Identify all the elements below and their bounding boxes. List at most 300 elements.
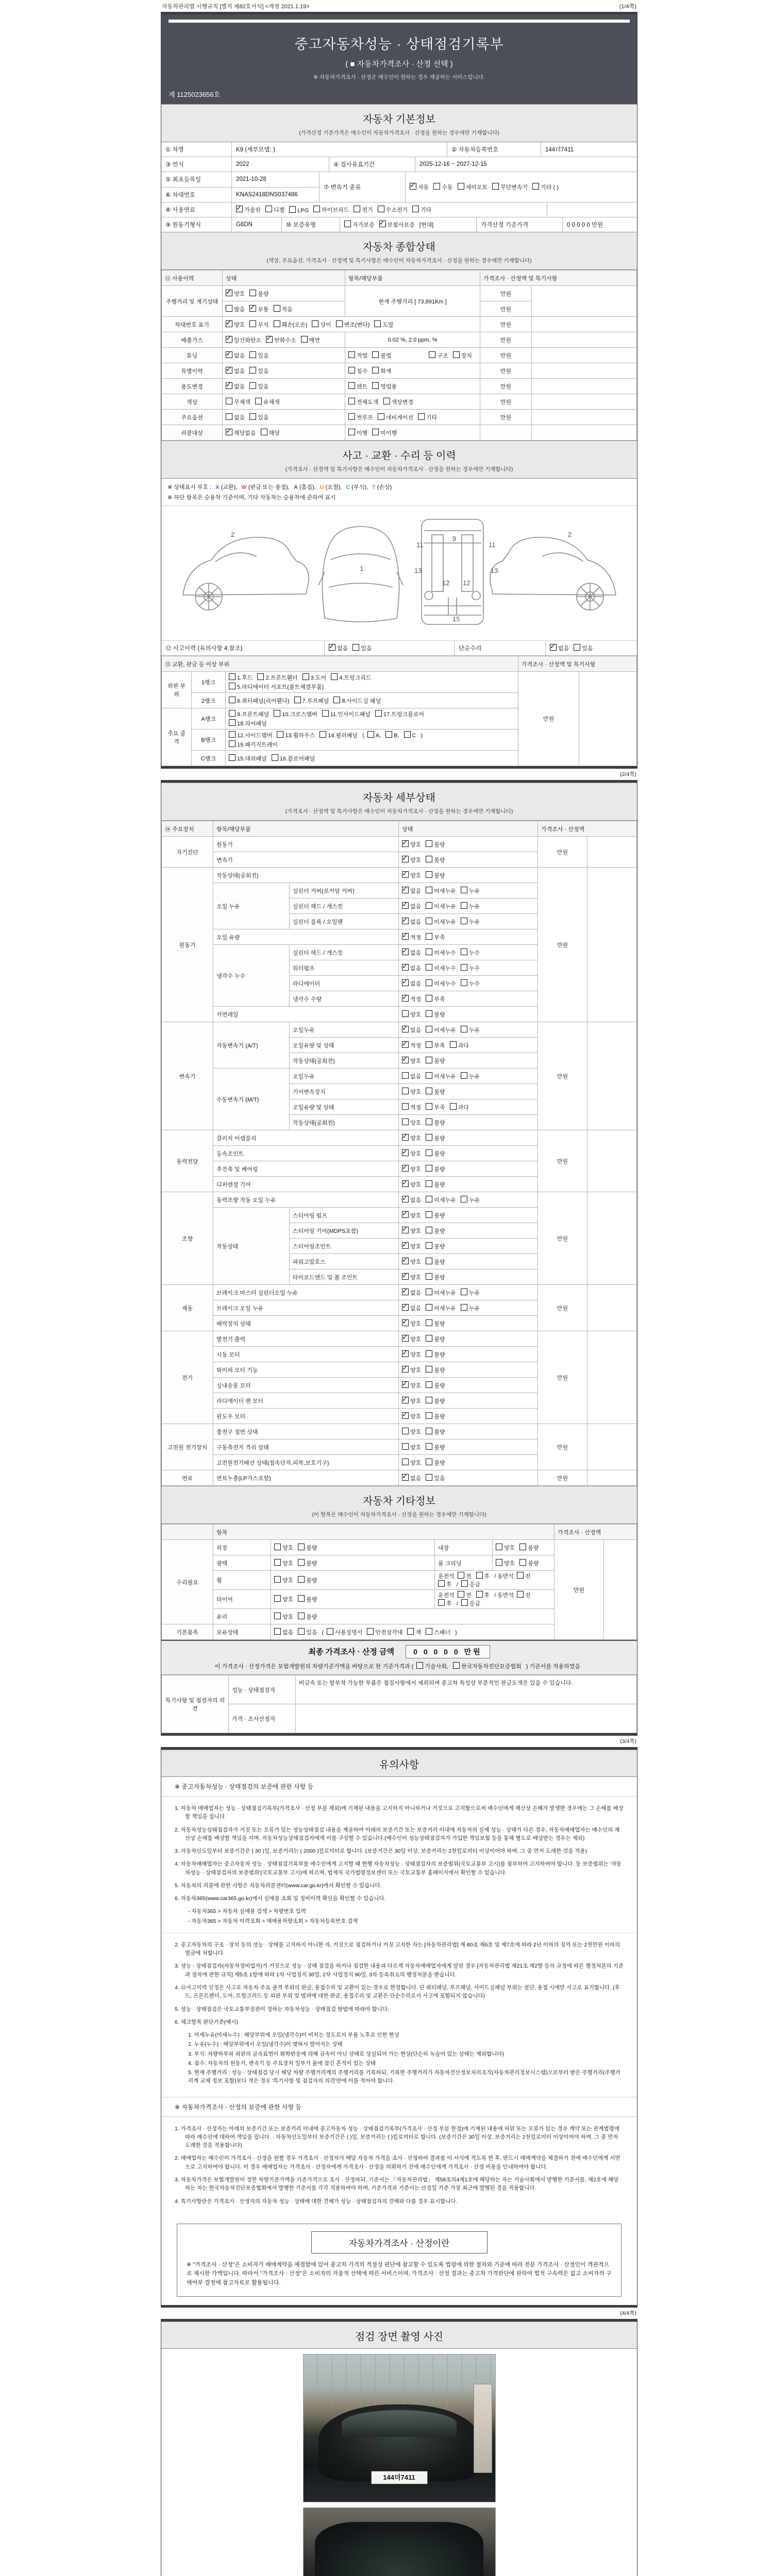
checkbox[interactable] [372, 429, 379, 435]
checkbox[interactable] [426, 1289, 432, 1295]
checkbox[interactable] [426, 1227, 432, 1233]
checkbox[interactable] [226, 398, 232, 404]
checkbox[interactable] [274, 1544, 281, 1550]
check-option: 불법 [372, 351, 391, 360]
document-topline [161, 0, 637, 12]
document-subtitle: ( ■ 자동차가격조사 · 산정 선택 ) [345, 60, 453, 69]
checkbox[interactable] [402, 1242, 409, 1249]
checkbox[interactable] [229, 731, 236, 738]
checkbox[interactable] [289, 206, 296, 213]
checkbox[interactable] [426, 1134, 432, 1141]
checkbox[interactable] [265, 206, 272, 212]
check-option: ✓ 없음 [402, 1196, 421, 1204]
checkbox[interactable] [372, 351, 379, 358]
checkbox[interactable] [402, 856, 409, 862]
checkbox[interactable] [426, 887, 432, 893]
state-code: W [241, 484, 247, 490]
checkbox[interactable] [458, 183, 464, 190]
checkbox[interactable] [226, 351, 232, 358]
checkbox[interactable] [274, 1559, 281, 1566]
checkbox[interactable] [402, 1227, 409, 1233]
checkbox[interactable] [410, 183, 416, 190]
checkbox[interactable] [402, 840, 409, 847]
checkbox[interactable] [402, 1319, 409, 1326]
checkbox[interactable] [519, 1559, 526, 1566]
checkbox[interactable] [313, 206, 320, 212]
checkbox[interactable] [433, 183, 440, 190]
checkbox[interactable] [532, 183, 539, 190]
checkbox[interactable] [426, 1211, 432, 1218]
checkbox[interactable] [272, 754, 278, 761]
checkbox[interactable] [372, 367, 379, 374]
overall-title: 자동차 종합상태 [363, 242, 435, 253]
checkbox[interactable] [266, 336, 273, 343]
inline-label: 운전석 [438, 1592, 455, 1599]
checkbox[interactable] [402, 1165, 409, 1172]
checkbox[interactable] [226, 336, 232, 343]
checkbox[interactable] [226, 429, 232, 435]
checkbox[interactable] [426, 918, 432, 924]
checkbox[interactable] [426, 1335, 432, 1342]
checkbox[interactable] [450, 1103, 457, 1110]
table-row: 변속기 자동변속기 (A/T) 오일누유 ✓ 없음 미세누유 누유 만원 [162, 1022, 637, 1038]
checkbox[interactable] [298, 1559, 305, 1566]
check-option: ✓ 양호 [402, 1258, 421, 1266]
checkbox[interactable] [426, 1412, 432, 1419]
checkbox[interactable] [249, 320, 256, 327]
checkbox[interactable] [402, 933, 409, 940]
table-row: 전기 발전기 출력 ✓ 양호 불량 만원 [162, 1331, 637, 1347]
table-row: 2랭크 6.쿼터패널(리어휀다) 7.루프패널 8.사이드실 패널 [162, 693, 637, 708]
checkbox[interactable] [257, 673, 264, 680]
table-row: 배력장치 상태 ✓ 양호 불량 [162, 1316, 637, 1331]
check-option: 불량 [426, 1428, 445, 1436]
checkbox[interactable] [327, 1628, 333, 1635]
col-header: 항목/해당부품 [345, 270, 480, 286]
checkbox[interactable] [426, 964, 432, 971]
checkbox[interactable] [374, 320, 381, 327]
check-option: 불량 [426, 1010, 445, 1019]
checkbox[interactable] [226, 290, 232, 296]
checkbox[interactable] [402, 1304, 409, 1311]
checkbox[interactable] [461, 1026, 467, 1032]
checkbox[interactable] [331, 673, 338, 680]
checkbox[interactable] [461, 1599, 468, 1606]
checkbox[interactable] [461, 1580, 468, 1587]
check-option: 누수 [461, 964, 480, 972]
checkbox[interactable] [274, 1628, 281, 1635]
checkbox[interactable] [274, 1613, 281, 1619]
checkbox[interactable] [426, 1628, 432, 1635]
check-option: 부족 [426, 1041, 445, 1049]
table-row: 실린더 헤드 / 개스킷 ✓ 없음 미세누유 누유 [162, 899, 637, 914]
checkbox[interactable] [402, 1289, 409, 1295]
checkbox[interactable] [461, 1304, 467, 1311]
checkbox[interactable] [402, 1088, 409, 1094]
checkbox[interactable] [402, 964, 409, 971]
checkbox[interactable] [402, 979, 409, 986]
checkbox[interactable] [229, 740, 236, 747]
checkbox[interactable] [402, 902, 409, 909]
checkbox[interactable] [426, 1258, 432, 1264]
table-row: 제동 브레이크 마스터 실린더오일 누유 ✓ 없음 미세누유 누유 만원 [162, 1285, 637, 1300]
checkbox[interactable] [274, 320, 280, 327]
checkbox[interactable] [438, 1599, 445, 1606]
checkbox[interactable] [402, 1273, 409, 1280]
checkbox[interactable] [517, 1572, 524, 1579]
checkbox[interactable] [226, 320, 232, 327]
table-row: 튜닝 ✓ 없음 있음 적법 불법 구조 장치 만원 [162, 348, 637, 363]
checkbox[interactable] [426, 1381, 432, 1388]
checkbox[interactable] [461, 1072, 467, 1079]
checkbox[interactable] [348, 429, 355, 435]
checkbox[interactable] [367, 1628, 374, 1635]
final-price-note [166, 1662, 632, 1670]
checkbox[interactable] [379, 221, 386, 227]
info-box-text: ※ "가격조사 · 산정"은 소비자가 매매계약을 체결함에 있어 중고차 가격의 적절성 판단에 참고할 수 있도록 법령에 의한 절차와 기준에 따라 전문 가격조사 · 산정인이 객관적으로 제시한 가액입니다. 따라서 "가격조사 · 산정"은 소비자의 자율적 선택에 따른 서비스이며, 가격조사 · 산정 결과는 중고차 가격판단에 관하여 법적 구속력은 없고 소비자의 구매여부 결정에 참고자료로 활용됩니다. [187, 2261, 612, 2286]
check-option: 전 [458, 1591, 472, 1599]
checkbox[interactable] [298, 1595, 305, 1602]
checkbox[interactable] [229, 710, 236, 717]
checkbox[interactable] [402, 1211, 409, 1218]
accident-title: 사고 · 교환 · 수리 등 이력 [342, 450, 456, 462]
checkbox[interactable] [458, 1572, 464, 1579]
check-option: 11.인사이드패널 [322, 710, 371, 718]
checkbox[interactable] [404, 731, 411, 738]
checkbox[interactable] [426, 1366, 432, 1372]
checkbox[interactable] [249, 351, 256, 358]
checkbox[interactable] [426, 840, 432, 847]
checkbox[interactable] [453, 351, 460, 358]
checkbox[interactable] [402, 1196, 409, 1202]
checkbox[interactable] [274, 1595, 281, 1602]
checkbox[interactable] [426, 933, 432, 940]
check-option: 과다 [450, 1041, 469, 1049]
check-option: ✓ 양호 [402, 1134, 421, 1142]
table-row: 구동축전지 격리 상태 양호 불량 [162, 1439, 637, 1455]
checkbox[interactable] [402, 1010, 409, 1017]
inline-label: / 동반석 [494, 1573, 514, 1580]
checkbox[interactable] [378, 413, 384, 420]
checkbox[interactable] [402, 1474, 409, 1481]
check-option: 있음 [249, 351, 268, 360]
checkbox[interactable] [274, 1576, 281, 1583]
checkbox[interactable] [517, 1591, 524, 1598]
table-row: 수리필요 외장 양호 불량 내장 양호 불량 만원 [162, 1540, 637, 1555]
checkbox[interactable] [426, 1459, 432, 1465]
check-option: ✓ 양호 [402, 1319, 421, 1328]
notice-item: 4. 자동차매매업자는 중고자동차 성능 · 상태점검기록부를 매수인에게 고지할 때 현행 자동차성능 · 상태점검자의 보증범위(국토교통부 고시)를 첨부하여 고지하여야 합니다. 동 보증범위는 '자동차성능 · 상태점검자의 보증범위'(국토교통부 고시)에 따르며, 법제처 국가법령정보센터 또는 국토교통부 홈페이지에서 확인할 수 있습니다. [175, 1861, 622, 1876]
checkbox[interactable] [402, 1381, 409, 1388]
opinion-table [161, 1675, 637, 1733]
check-option: 기타 ( ) [532, 183, 559, 191]
checkbox[interactable] [458, 1591, 464, 1598]
check-option: 양호 [402, 1459, 421, 1467]
checkbox[interactable] [453, 1662, 460, 1669]
checkbox[interactable] [402, 1118, 409, 1125]
check-option: 미세누유 [426, 1289, 456, 1297]
checkbox[interactable] [226, 413, 232, 420]
vehicle-diagram [161, 506, 637, 641]
checkbox[interactable] [226, 382, 232, 389]
checkbox[interactable] [426, 1273, 432, 1280]
check-option: 미세누수 [426, 948, 456, 957]
checkbox[interactable] [426, 1196, 432, 1202]
checkbox[interactable] [354, 206, 360, 212]
checkbox[interactable] [402, 1180, 409, 1187]
checkbox[interactable] [320, 731, 326, 738]
checkbox[interactable] [249, 367, 256, 374]
etc-table: 항목 가격조사 · 산정액 수리필요 외장 양호 불량 내장 양호 불량 만원 광택 양호 불량 룸 크리닝 양호 불량 휠 양호 불량 운전석 전 후 / 동반석 전후 / 응급 타이어 양호 불량 운전석 전 후 / 동반석 전후 / 응급 유리 양호 불량 기본품목 보유상태 없음 있음 ( 사용설명서 안전삼각대 잭 스패너 ) [161, 1524, 637, 1640]
checkbox[interactable] [461, 1289, 467, 1295]
checkbox[interactable] [426, 871, 432, 878]
checkbox[interactable] [426, 1118, 432, 1125]
checkbox[interactable] [461, 887, 467, 893]
checkbox[interactable] [229, 719, 236, 726]
checkbox[interactable] [407, 1628, 414, 1635]
check-option: 불량 [298, 1544, 317, 1552]
diagram-part-number: 2 [567, 531, 572, 538]
checkbox[interactable] [426, 1350, 432, 1357]
state-code: X [215, 484, 220, 490]
checkbox[interactable] [274, 710, 280, 717]
checkbox[interactable] [426, 1057, 432, 1063]
check-option: 17.트렁크플로어 [375, 710, 424, 718]
checkbox[interactable] [322, 710, 329, 717]
checkbox[interactable] [348, 413, 355, 420]
checkbox[interactable] [496, 1559, 502, 1566]
checkbox[interactable] [229, 754, 236, 761]
checkbox[interactable] [438, 1580, 445, 1587]
checkbox[interactable] [229, 697, 236, 703]
checkbox[interactable] [426, 1397, 432, 1403]
checkbox[interactable] [336, 320, 343, 327]
check-option: 있음 [352, 644, 372, 652]
checkbox[interactable] [229, 673, 236, 680]
check-option: 불량 [426, 1335, 445, 1343]
checkbox[interactable] [426, 1026, 432, 1032]
checkbox[interactable] [277, 731, 283, 738]
checkbox[interactable] [402, 1366, 409, 1372]
check-option: 양호 [274, 1559, 293, 1567]
checkbox[interactable] [375, 710, 382, 717]
car-rear-body [315, 2522, 483, 2576]
checkbox[interactable] [402, 1026, 409, 1032]
checkbox[interactable] [426, 902, 432, 909]
checkbox[interactable] [492, 183, 499, 190]
checkbox[interactable] [229, 683, 236, 689]
checkbox[interactable] [255, 398, 262, 404]
checkbox[interactable] [352, 644, 359, 651]
checkbox[interactable] [402, 1459, 409, 1465]
checkbox[interactable] [298, 1576, 305, 1583]
checkbox[interactable] [426, 1319, 432, 1326]
check-option: 불량 [426, 1273, 445, 1281]
checkbox[interactable] [426, 1165, 432, 1172]
checkbox[interactable] [298, 1628, 305, 1635]
checkbox[interactable] [402, 1412, 409, 1419]
page-marker-4: (4/4쪽) [620, 2310, 636, 2316]
checkbox[interactable] [426, 979, 432, 986]
table-row: 조향 동력조향 작동 오일 누유 ✓ 없음 미세누유 누유 만원 [162, 1192, 637, 1208]
checkbox[interactable] [426, 1428, 432, 1434]
checkbox[interactable] [303, 673, 309, 680]
checkbox[interactable] [348, 351, 355, 358]
checkbox[interactable] [372, 382, 379, 389]
checkbox[interactable] [461, 1196, 467, 1202]
check-option: ✓ 없음 [226, 367, 245, 375]
table-row: 추진축 및 베어링 ✓ 양호 불량 [162, 1161, 637, 1177]
checkbox[interactable] [312, 320, 318, 327]
checkbox[interactable] [426, 1088, 432, 1094]
checkbox[interactable] [418, 413, 425, 420]
checkbox[interactable] [476, 1572, 483, 1579]
check-option: 9.프론트패널 [229, 710, 269, 718]
checkbox[interactable] [261, 429, 267, 435]
checkbox[interactable] [519, 1544, 526, 1550]
check-option: 불량 [426, 1057, 445, 1065]
check-option: 화재 [372, 367, 391, 375]
checkbox[interactable] [402, 948, 409, 955]
car-windshield [342, 2410, 457, 2436]
checkbox[interactable] [574, 644, 580, 651]
checkbox[interactable] [367, 731, 374, 738]
checkbox[interactable] [301, 336, 308, 343]
checkbox[interactable] [461, 902, 467, 909]
checkbox[interactable] [249, 305, 256, 312]
check-option: 네비게이션 [378, 413, 413, 421]
checkbox[interactable] [426, 1149, 432, 1156]
checkbox[interactable] [402, 1072, 409, 1079]
check-option: 부족 [426, 1103, 445, 1111]
checkbox[interactable] [416, 1662, 423, 1669]
checkbox[interactable] [450, 1041, 457, 1048]
check-option: 색상변경 [383, 398, 414, 406]
table-row: 배출가스 ✓ 일산화탄소 ✓ 탄화수소 매연 0.02 %, 2.0 ppm, % 만원 [162, 332, 637, 348]
checkbox[interactable] [402, 1057, 409, 1063]
check-option: 10.크로스멤버 [274, 710, 317, 718]
checkbox[interactable] [385, 731, 392, 738]
checkbox[interactable] [426, 1103, 432, 1110]
checkbox[interactable] [298, 1544, 305, 1550]
check-option: ✓ 보험사보증 [379, 221, 415, 229]
checkbox[interactable] [461, 979, 467, 986]
check-option: 누유 [461, 1289, 480, 1297]
checkbox[interactable] [333, 697, 340, 703]
checkbox[interactable] [402, 918, 409, 924]
checkbox[interactable] [426, 995, 432, 1002]
checkbox[interactable] [378, 206, 384, 212]
check-option: ✓ 없음 [402, 918, 421, 926]
checkbox[interactable] [402, 1134, 409, 1141]
checkbox[interactable] [461, 964, 467, 971]
checkbox[interactable] [298, 1613, 305, 1619]
checkbox[interactable] [550, 644, 557, 651]
checkbox[interactable] [402, 1149, 409, 1156]
checkbox[interactable] [461, 948, 467, 955]
checkbox[interactable] [402, 1258, 409, 1264]
checkbox[interactable] [426, 1010, 432, 1017]
check-option: 전체도색 [348, 398, 379, 406]
table-row: 스티어링 기어(MDPS포함) ✓ 양호 불량 [162, 1223, 637, 1239]
checkbox[interactable] [412, 206, 419, 212]
check-option: 6.쿼터패널(리어휀다) [229, 697, 290, 705]
checkbox[interactable] [496, 1544, 502, 1550]
checkbox[interactable] [348, 398, 355, 404]
checkbox[interactable] [402, 1443, 409, 1450]
check-option: ✓ 양호 [402, 840, 421, 849]
checkbox[interactable] [476, 1591, 483, 1598]
checkbox[interactable] [236, 206, 243, 212]
col-header: 가격조사 · 산정액 및 특기사항 [480, 270, 637, 286]
checkbox[interactable] [426, 1072, 432, 1079]
checkbox[interactable] [344, 221, 351, 227]
checkbox[interactable] [348, 367, 355, 374]
checkbox[interactable] [249, 413, 256, 420]
checkbox[interactable] [249, 290, 256, 296]
inline-label: / [456, 1582, 458, 1588]
checkbox[interactable] [348, 382, 355, 389]
checkbox[interactable] [461, 918, 467, 924]
checkbox[interactable] [274, 305, 280, 312]
notice-item: 2. 매매업자는 매수인이 가격조사 · 산정을 원할 경우 가격조사 · 산정자가 해당 자동차 가격을 조사 · 산정하여 결과를 이 서식에 적도록 한 후, 반드시 매매계약을 체결하기 전에 매수인에게 서면으로 고지하여야 합니다. 이 경우 매매업자는 가격조사 · 산정자에게 가격조사 · 산정을 의뢰하기 전에 매수인에게 가격조사 · 산정 비용을 안내하여야 합니다. [175, 2155, 620, 2170]
inline-label: 이 가격조사 · 산정가격은 보험개발원의 차량기준가액을 바탕으로 한 기준가격과 ( [214, 1664, 414, 1670]
checkbox[interactable] [402, 1428, 409, 1434]
check-option: 4.트렁크리드 [331, 673, 371, 682]
checkbox[interactable] [226, 305, 232, 312]
checkbox[interactable] [402, 1350, 409, 1357]
checkbox[interactable] [426, 948, 432, 955]
state-code: T [372, 484, 376, 490]
checkbox[interactable] [294, 697, 301, 703]
checkbox[interactable] [329, 644, 335, 651]
checkbox[interactable] [249, 382, 256, 389]
checkbox[interactable] [383, 398, 390, 404]
checkbox[interactable] [402, 887, 409, 893]
check-option: 누유 [461, 1304, 480, 1312]
diagram-part-number: 13 [414, 567, 422, 574]
check-option: 구조 [429, 351, 448, 360]
check-option: 불량 [426, 1397, 445, 1405]
checkbox[interactable] [426, 1304, 432, 1311]
checkbox[interactable] [402, 995, 409, 1002]
checkbox[interactable] [429, 351, 435, 358]
notice-item: 5. 자동차의 리콜에 관한 사항은 자동차리콜센터(www.car.go.kr)에서 확인할 수 있습니다. [175, 1882, 382, 1889]
checkbox[interactable] [402, 1041, 409, 1048]
checkbox[interactable] [402, 1335, 409, 1342]
check-option: 기타 [418, 413, 437, 421]
checkbox[interactable] [402, 1103, 409, 1110]
checkbox[interactable] [426, 1474, 432, 1481]
price-survey-info-box [177, 2224, 621, 2297]
checkbox[interactable] [426, 1180, 432, 1187]
check-option: C [404, 731, 416, 739]
check-option: 18.리어패널 [229, 719, 267, 727]
check-option: 불량 [426, 871, 445, 879]
checkbox[interactable] [426, 1242, 432, 1249]
check-option: 미세누유 [426, 1196, 456, 1204]
checkbox[interactable] [402, 871, 409, 878]
checkbox[interactable] [426, 856, 432, 862]
checkbox[interactable] [426, 1041, 432, 1048]
checkbox[interactable] [402, 1397, 409, 1403]
checkbox[interactable] [426, 1443, 432, 1450]
checkbox[interactable] [226, 367, 232, 374]
detail-subtitle: (가격조사 · 산정액 및 특기사항은 매수인이 자동차가격조사 · 산정을 원하는 경우에만 기재합니다) [285, 808, 513, 815]
notice-item: 4. ⑫사고이력 인정은 사고로 자동차 주요 골격 부위의 판금, 용접수리 및 교환이 있는 경우로 한정합니다. 단 쿼터패널, 루프패널, 사이드실패널 부위는 절단, 용접 시에만 사고로 표기합니다. (후드, 프론트펜더, 도어, 트렁크리드 등 외판 부위 및 범퍼에 대한 판금, 용접수리 및 교환은 단순수리로서 사고에 포함되지 않습니다) [175, 1984, 620, 1999]
check-option: 불량 [426, 1443, 445, 1451]
table-row: B랭크 12.사이드멤버 13.휠하우스 14.필러패널 ( A, B, C ) 19.패키지트레이 [162, 730, 637, 751]
